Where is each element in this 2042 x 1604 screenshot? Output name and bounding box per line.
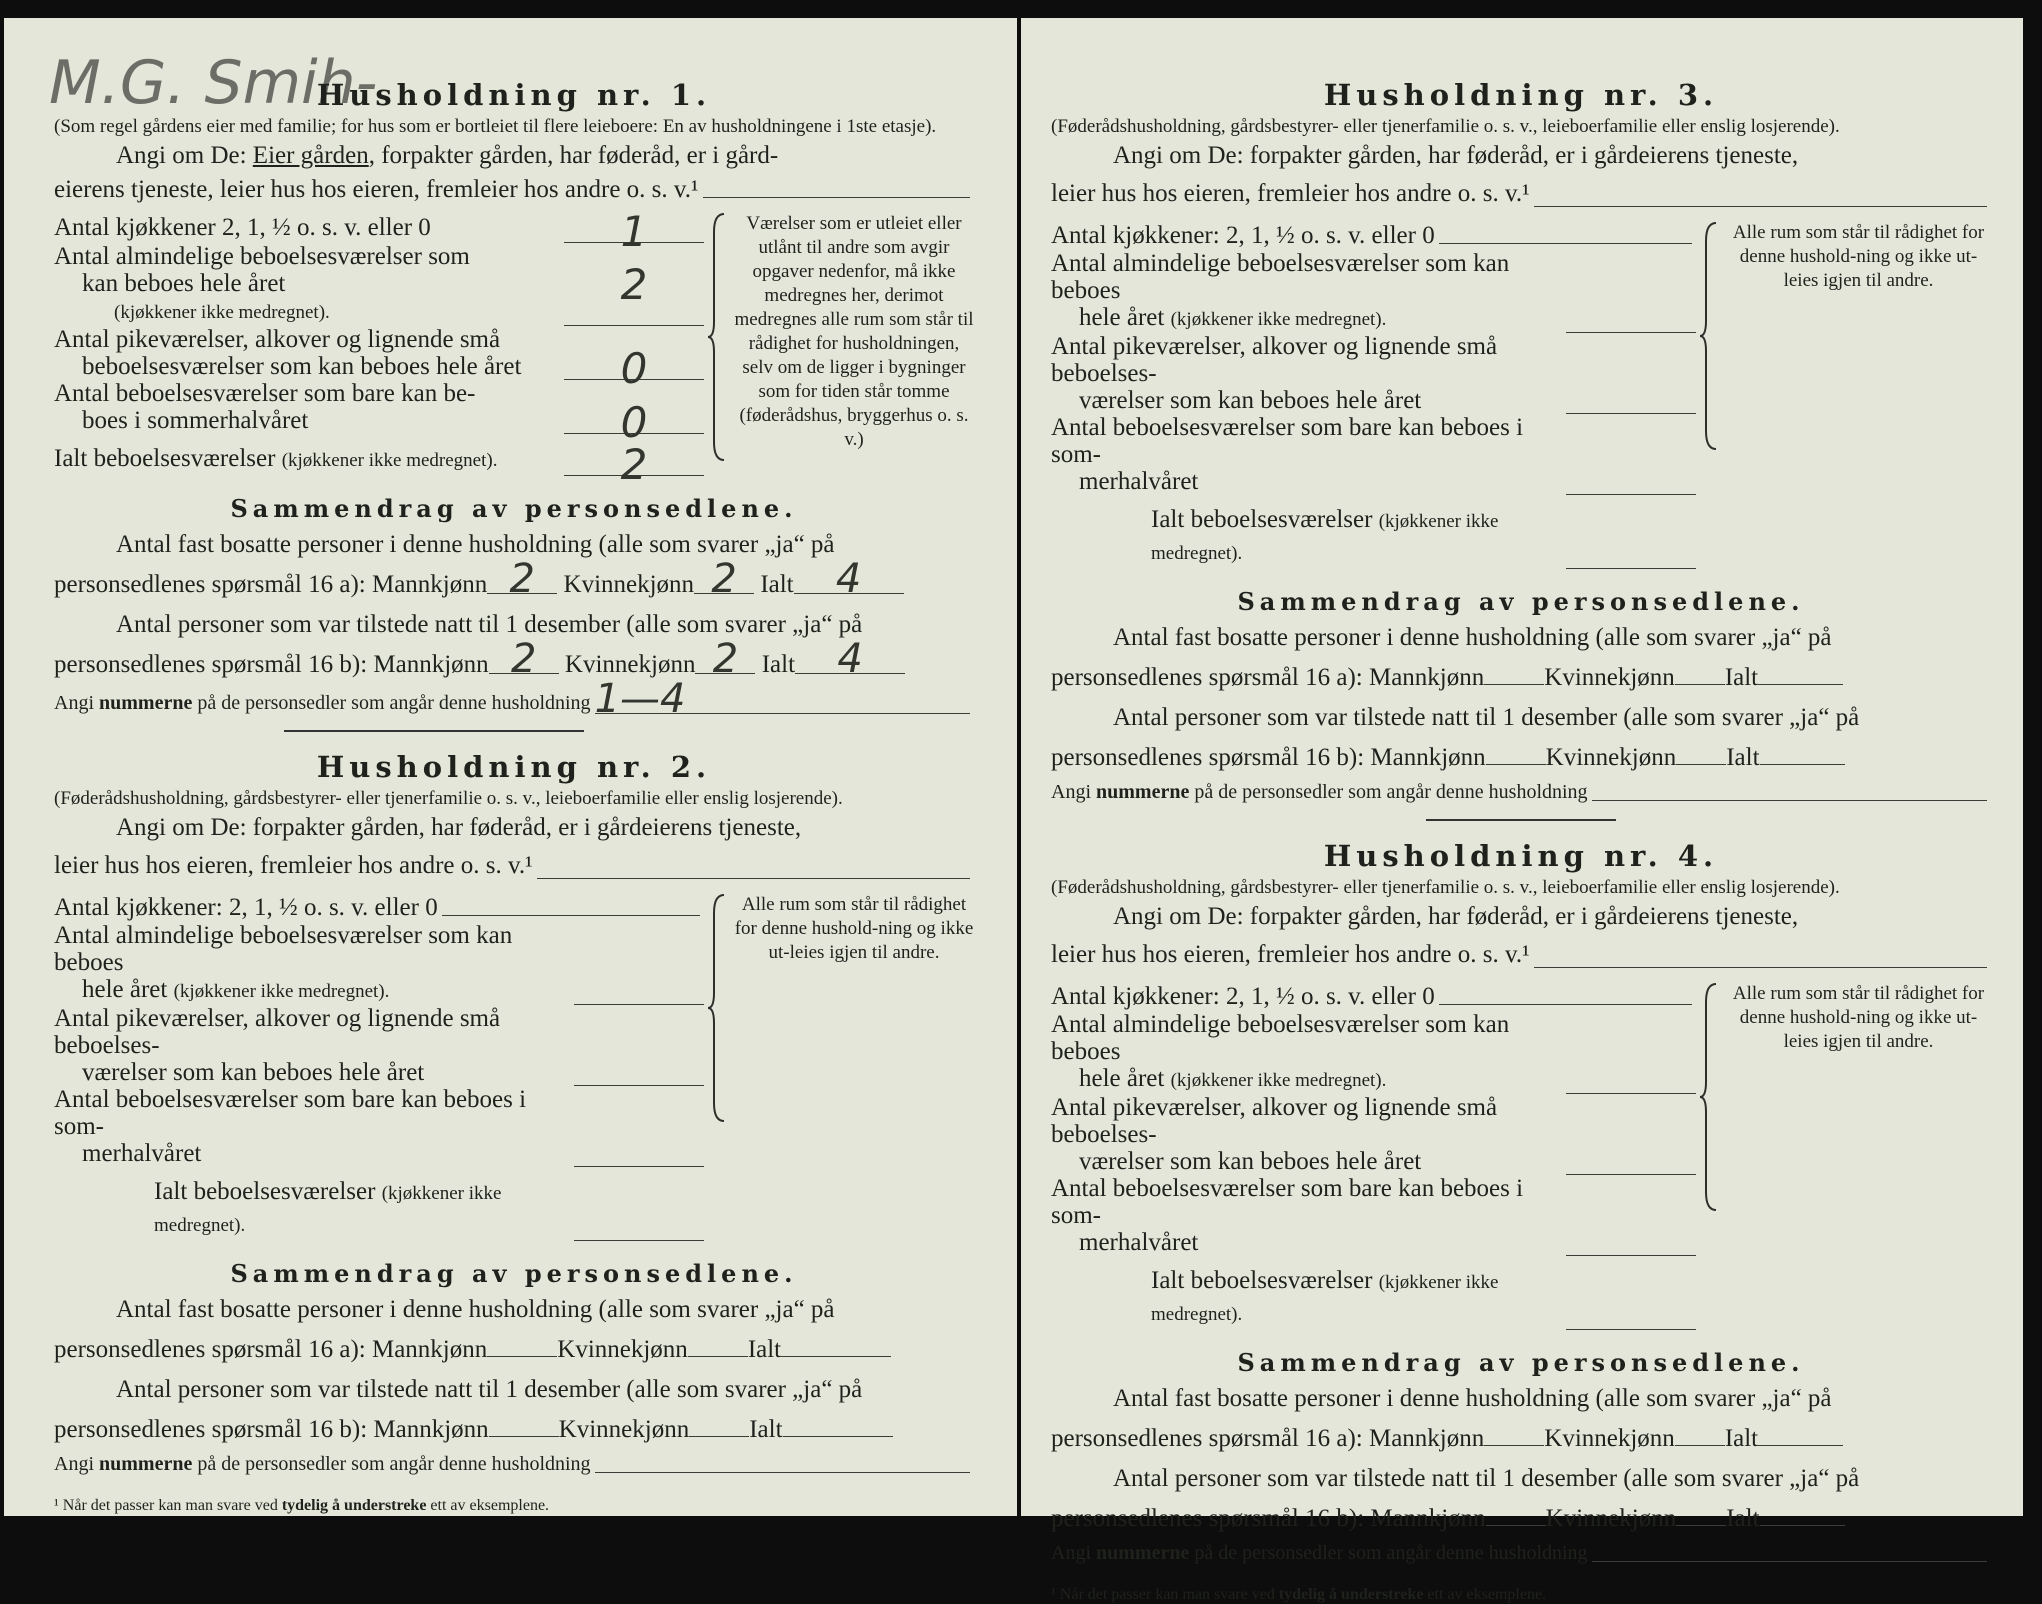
ordinary-rooms-row: Antal almindelige beboelsesværelser som kan beboes hele året (kjøkkener ikke medregnet). 2: [54, 243, 704, 326]
household-4-side-note: Alle rum som står til rådighet for denne hushold-ning og ikke ut-leies igjen til andre.: [1732, 983, 1985, 1052]
household-1-title: Husholdning nr. 1.: [316, 78, 712, 112]
household-2-side-note: Alle rum som står til rådighet for denne hushold-ning og ikke ut-leies igjen til andre.: [734, 894, 974, 963]
answer-numbers[interactable]: 1—4: [595, 685, 970, 714]
summary-16a: personsedlenes spørsmål 16 a): Mannkjønn 2 Kvinnekjønn 2 Ialt 4: [54, 565, 974, 605]
kitchen-row: Antal kjøkkener 2, 1, ½ o. s. v. eller 0 1: [54, 212, 704, 243]
household-1-side-note: Værelser som er utleiet eller utlånt til andre som avgir opgaver nedenfor, må ikke medregnes her, derimot medregnes alle rum som står til rådighet for husholdningen, selv om de ligger i bygninger som for tiden står tomme (føderådshus, bryggerhus o. s. v.): [734, 213, 974, 450]
answer-total: 2: [620, 440, 648, 489]
household-1: Husholdning nr. 1. (Som regel gårdens eier med familie; for hus som er bortleiet til flere leieboere: En av husholdningene i 1ste etasje). Angi om De: Eier gården, forpakter gården, har føderåd, er i gård- eierens tjeneste, leier hus hos eieren, fremleier hos andre o. s. v.¹ Antal kjøkkener 2, 1, ½ o. s. v. eller 0 1 Antal almindelige beboelsesværelser som kan beboes hele året (kjøkkener ikke medregnet). 2 Antal pikeværelser, alkover og lignende små beboelsesværelser som kan beboes hele året 0 Antal beboelsesværelser som bare kan be- boes i sommerhalvåret 0 Ialt beboelsesværelser (kjøkkener ikke medregnet). 2 Værelser som er utleiet eller utlånt til andre som avgir opgaver nedenfor, må ikke medregnes her, derimot medregnes alle rum som står til rådighet for husholdningen, selv om de ligger i bygninger som for tiden står tomme (føderådshus, bryggerhus o. s. v.) Sammendrag av personsedlene. Antal fast bosatte personer i denne husholdning (alle som svarer „ja“ på personsedlenes spørsmål 16 a): Mannkjønn 2 Kvinnekjønn 2 Ialt 4 Antal personer som var tilstede natt til 1 desember (alle som svarer „ja“ på personsedlenes spørsmål 16 b): Mannkjønn 2 Kvinnekjønn 2 Ialt 4 Angi nummerne på de personsedler som angår denne husholdning 1—4: [54, 78, 974, 722]
divider-line: [284, 730, 584, 732]
handwritten-corner-note: M.G. Smih-: [49, 48, 378, 118]
household-4-title: Husholdning nr. 4.: [1323, 839, 1719, 873]
maid-rooms-row: Antal pikeværelser, alkover og lignende små beboelsesværelser som kan beboes hele året 0: [54, 326, 704, 380]
household-1-note: (Som regel gårdens eier med familie; for hus som er bortleiet til flere leieboere: En av husholdningene i 1ste etasje).: [54, 116, 937, 137]
household-1-rooms: [54, 207, 974, 489]
footnote: ¹ Når det passer kan man svare ved tydelig å understreke ett av eksemplene.: [1051, 1586, 1547, 1603]
brace-icon: [704, 893, 734, 1241]
household-1-angi: Angi om De: Eier gården, forpakter gården, har føderåd, er i gård-: [116, 142, 779, 169]
answer-kitchen: 1: [620, 207, 648, 256]
household-1-numbers: Angi nummerne på de personsedler som angår denne husholdning 1—4: [54, 685, 974, 718]
household-3-title: Husholdning nr. 3.: [1323, 78, 1719, 112]
summary-16b: personsedlenes spørsmål 16 b): Mannkjønn 2 Kvinnekjønn 2 Ialt 4: [54, 645, 974, 685]
left-page-content: [54, 78, 974, 1515]
underlined-eier: Eier gården: [252, 142, 369, 169]
left-page: [4, 18, 1017, 1516]
right-page: [1021, 18, 2023, 1603]
household-4: Husholdning nr. 4. (Føderådshusholdning, gårdsbestyrer- eller tjenerfamilie o. s. v., leieboerfamilie eller enslig losjerende). Angi om De: forpakter gården, har føderåd, er i gårdeierens tjeneste, leier hus hos eieren, fremleier hos andre o. s. v.¹ Antal kjøkkener: 2, 1, ½ o. s. v. eller 0 Antal almindelige beboelsesværelser som kan beboes hele året (kjøkkener ikke medregnet). Antal pikeværelser, alkover og lignende små beboelses- værelser som kan beboes hele året Antal beboelsesværelser som bare kan beboes i som- merhalvåret Ialt beboelsesværelser (kjøkkener ikke medregnet). Alle rum som står til rådighet for denne hushold-ning og ikke ut-leies igjen til andre. Sammendrag av personsedlene. Antal fast bosatte personer i denne husholdning (alle som svarer „ja“ på personsedlenes spørsmål 16 a): Mannkjønn Kvinnekjønn Ialt Antal personer som var tilstede natt til 1 desember (alle som svarer „ja“ på personsedlenes spørsmål 16 b): Mannkjønn Kvinnekjønn Ialt Angi nummerne på de personsedler som angår denne husholdning ¹ Når det passer kan man svare ved tydelig å understreke ett av eksemplene.: [1051, 839, 1991, 1604]
household-2-title: Husholdning nr. 2.: [316, 750, 712, 784]
summer-rooms-row: Antal beboelsesværelser som bare kan be- boes i sommerhalvåret 0: [54, 380, 704, 434]
brace-icon: [1696, 982, 1726, 1330]
household-3-side-note: Alle rum som står til rådighet for denne hushold-ning og ikke ut-leies igjen til andre.: [1732, 222, 1985, 291]
answer-summer: 0: [620, 398, 648, 447]
brace-icon: [704, 212, 734, 476]
footnote: ¹ Når det passer kan man svare ved tydelig å understreke ett av eksemplene.: [54, 1497, 550, 1514]
answer-maid: 0: [620, 344, 648, 393]
household-1-angi-line2: eierens tjeneste, leier hus hos eieren, fremleier hos andre o. s. v.¹: [54, 175, 974, 204]
answer-ordinary: 2: [620, 260, 648, 309]
total-rooms-row: Ialt beboelsesværelser (kjøkkener ikke medregnet). 2: [54, 444, 704, 476]
household-3: Husholdning nr. 3. (Føderådshusholdning, gårdsbestyrer- eller tjenerfamilie o. s. v., leieboerfamilie eller enslig losjerende). Angi om De: forpakter gården, har føderåd, er i gårdeierens tjeneste, leier hus hos eieren, fremleier hos andre o. s. v.¹ Antal kjøkkener: 2, 1, ½ o. s. v. eller 0 Antal almindelige beboelsesværelser som kan beboes hele året (kjøkkener ikke medregnet). Antal pikeværelser, alkover og lignende små beboelses- værelser som kan beboes hele året Antal beboelsesværelser som bare kan beboes i som- merhalvåret Ialt beboelsesværelser (kjøkkener ikke medregnet). Alle rum som står til rådighet for denne hushold-ning og ikke ut-leies igjen til andre. Sammendrag av personsedlene. Antal fast bosatte personer i denne husholdning (alle som svarer „ja“ på personsedlenes spørsmål 16 a): Mannkjønn Kvinnekjønn Ialt Antal personer som var tilstede natt til 1 desember (alle som svarer „ja“ på personsedlenes spørsmål 16 b): Mannkjønn Kvinnekjønn Ialt Angi nummerne på de personsedler som angår denne husholdning: [1051, 78, 1991, 807]
household-1-summary-title: Sammendrag av personsedlene.: [230, 494, 798, 523]
brace-icon: [1696, 221, 1726, 569]
household-2: Husholdning nr. 2. (Føderådshusholdning, gårdsbestyrer- eller tjenerfamilie o. s. v., leieboerfamilie eller enslig losjerende). Angi om De: forpakter gården, har føderåd, er i gårdeierens tjeneste, leier hus hos eieren, fremleier hos andre o. s. v.¹ Antal kjøkkener: 2, 1, ½ o. s. v. eller 0 Antal almindelige beboelsesværelser som kan beboes hele året (kjøkkener ikke medregnet). Antal pikeværelser, alkover og lignende små beboelses- værelser som kan beboes hele året Antal beboelsesværelser som bare kan beboes i som- merhalvåret Ialt beboelsesværelser (kjøkkener ikke medregnet). Alle rum som står til rådighet for denne hushold-ning og ikke ut-leies igjen til andre. Sammendrag av personsedlene. Antal fast bosatte personer i denne husholdning (alle som svarer „ja“ på personsedlenes spørsmål 16 a): Mannkjønn Kvinnekjønn Ialt Antal personer som var tilstede natt til 1 desember (alle som svarer „ja“ på personsedlenes spørsmål 16 b): Mannkjønn Kvinnekjønn Ialt Angi nummerne på de personsedler som angår denne husholdning ¹ Når det passer kan man svare ved tydelig å understreke ett av eksemplene.: [54, 750, 974, 1514]
right-page-content: [1051, 78, 1991, 1604]
divider-line: [1426, 819, 1616, 821]
